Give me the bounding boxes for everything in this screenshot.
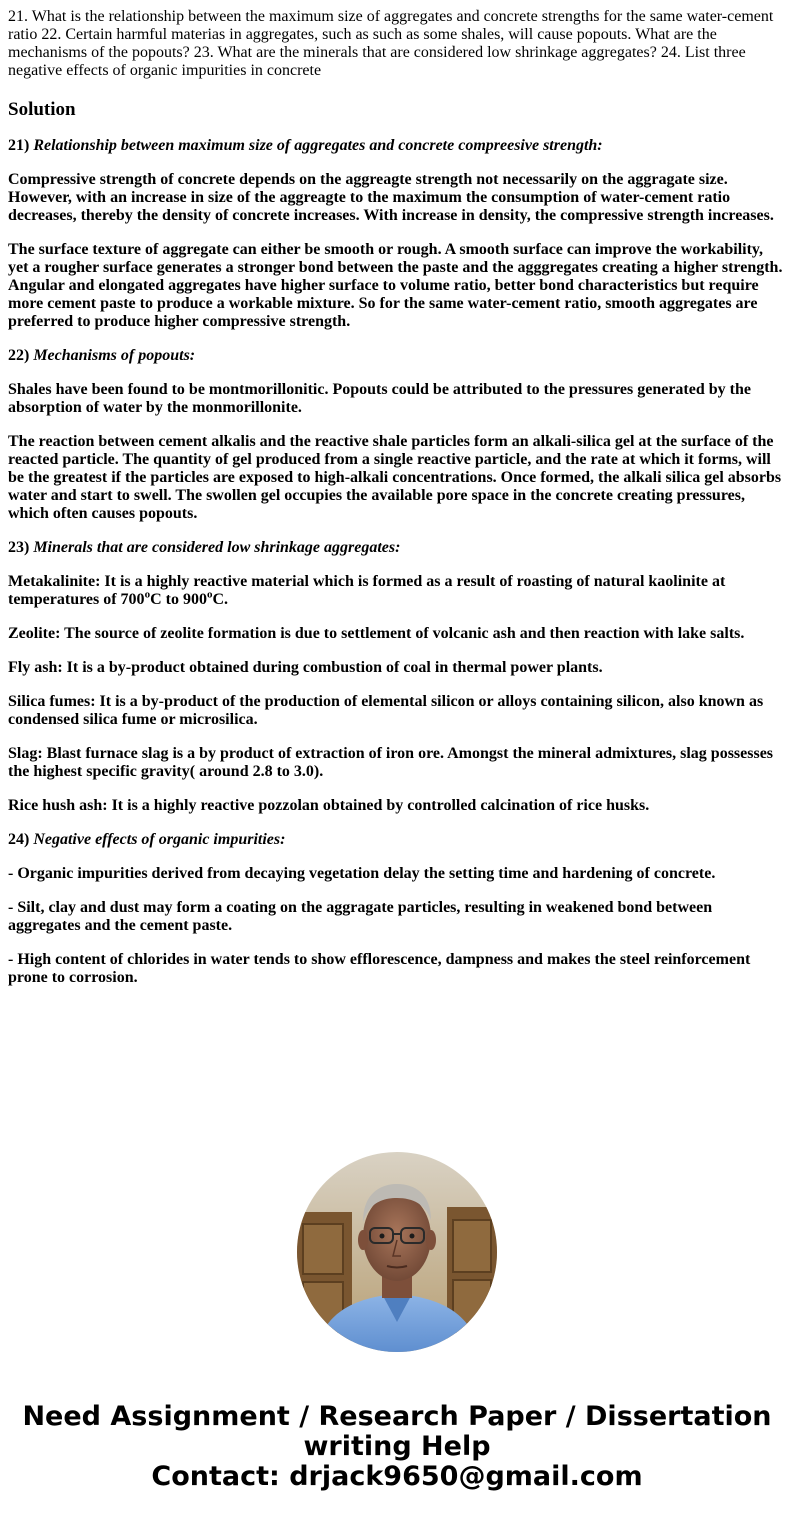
section-24-heading	[8, 831, 786, 849]
section-title: Minerals that are considered low shrinkage aggregates:	[33, 539, 401, 556]
section-number: 21)	[8, 137, 34, 154]
footer-contact: Contact: drjack9650@gmail.com	[151, 1461, 643, 1492]
document-content	[8, 8, 786, 987]
paragraph: The reaction between cement alkalis and the reactive shale particles form an alkali-silica gel at the surface of the reacted particle. The quantity of gel produced from a single reactive particle, and the rate at which it forms, will be the greatest if the particles are exposed to high-alkali concentrations. Once formed, the alkali silica gel absorbs water and start to swell. The swollen gel occupies the available pore space in the concrete creating pressures, which often causes popouts.	[8, 433, 782, 522]
paragraph: - Organic impurities derived from decaying vegetation delay the setting time and hardening of concrete.	[8, 865, 716, 882]
footer-line-2: writing Help	[303, 1431, 491, 1462]
paragraph: - High content of chlorides in water tends to show efflorescence, dampness and makes the steel reinforcement prone to corrosion.	[8, 951, 751, 986]
section-23-heading	[8, 539, 786, 557]
section-number: 22)	[8, 347, 34, 364]
paragraph: Silica fumes: It is a by-product of the production of elemental silicon or alloys containing silicon, also known as condensed silica fume or microsilica.	[8, 693, 764, 728]
text-run: Metakalinite: It is a highly reactive material which is formed as a result of roasting of natural kaolinite at temperatures of 700	[8, 573, 726, 608]
paragraph-metakalinite	[8, 573, 786, 609]
section-number: 23)	[8, 539, 34, 556]
paragraph: Rice hush ash: It is a highly reactive pozzolan obtained by controlled calcination of rice husks.	[8, 797, 650, 814]
degree-sup: o	[206, 588, 213, 601]
footer-promo	[0, 1402, 794, 1492]
section-title: Relationship between maximum size of aggregates and concrete compreesive strength:	[33, 137, 603, 154]
paragraph: Compressive strength of concrete depends on the aggreagte strength not necessarily on the aggragate size. However, with an increase in size of the aggreagte to the maximum the consumption of water-cement ratio decreases, thereby the density of concrete increases. With increase in density, the compressive strength increases.	[8, 171, 774, 224]
degree-sup: o	[144, 588, 151, 601]
text-run: C to 900	[150, 591, 207, 608]
footer-line-1: Need Assignment / Research Paper / Dissertation	[22, 1401, 772, 1432]
section-22-heading	[8, 347, 786, 365]
paragraph: Shales have been found to be montmorillonitic. Popouts could be attributed to the pressures generated by the absorption of water by the monmorillonite.	[8, 381, 751, 416]
paragraph: Zeolite: The source of zeolite formation is due to settlement of volcanic ash and then reaction with lake salts.	[8, 625, 745, 642]
paragraph: - Silt, clay and dust may form a coating on the aggragate particles, resulting in weakened bond between aggregates and the cement paste.	[8, 899, 713, 934]
paragraph: Fly ash: It is a by-product obtained during combustion of coal in thermal power plants.	[8, 659, 603, 676]
solution-heading: Solution	[8, 99, 76, 120]
section-21-heading	[8, 137, 786, 155]
author-avatar	[297, 1152, 497, 1352]
question-text: 21. What is the relationship between the maximum size of aggregates and concrete strengths for the same water-cement ratio 22. Certain harmful materias in aggregates, such as such as some shales, will cause popouts. What are the mechanisms of the popouts? 23. What are the minerals that are considered low shrinkage aggregates? 24. List three negative effects of organic impurities in concrete	[8, 8, 774, 79]
section-title: Negative effects of organic impurities:	[33, 831, 286, 848]
section-title: Mechanisms of popouts:	[33, 347, 196, 364]
section-number: 24)	[8, 831, 34, 848]
paragraph: Slag: Blast furnace slag is a by product of extraction of iron ore. Amongst the mineral admixtures, slag possesses the highest specific gravity( around 2.8 to 3.0).	[8, 745, 774, 780]
paragraph: The surface texture of aggregate can either be smooth or rough. A smooth surface can improve the workability, yet a rougher surface generates a stronger bond between the paste and the agggregates creating a higher strength. Angular and elongated aggregates have higher surface to volume ratio, better bond characteristics but require more cement paste to produce a workable mixture. So for the same water-cement ratio, smooth aggregates are preferred to produce higher compressive strength.	[8, 241, 783, 330]
text-run: C.	[212, 591, 229, 608]
